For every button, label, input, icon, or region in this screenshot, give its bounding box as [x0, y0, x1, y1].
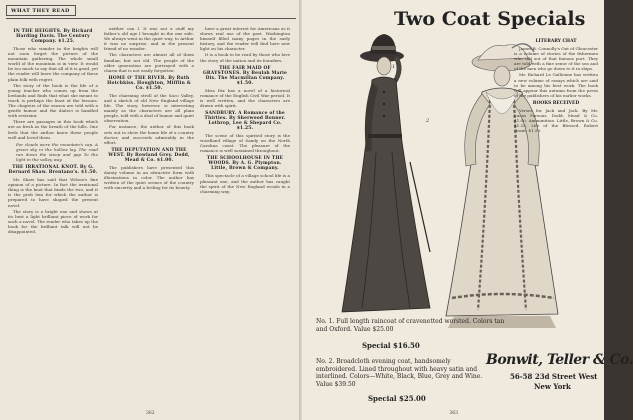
review-heading: IN THE HEIGHTS. By Richard Harding Davis. The Century Company. $1.25. — [13, 29, 93, 44]
page-number-left: 362 — [146, 411, 155, 416]
review-paragraph: Miss Dix has a novel of a historical romance of the English Civil War period. It is well written, and the characters are drawn with spirit. — [200, 87, 290, 108]
figure-1-label: 1 — [392, 64, 396, 70]
review-paragraph: The story is a bright one and shows at its best a light brilliant piece of work for such a novel. The reader who takes up the book for the brilliant talk will not be disappointed. — [8, 208, 98, 234]
review-heading: SANDBURY. A Romance of the Thirties. By Sherwood Bonner. Lothrop, Lee & Shepard Co. $1.25. — [204, 111, 286, 132]
advertisement-title: Two Coat Specials — [394, 8, 586, 30]
literary-chat-column — [514, 36, 598, 286]
store-logo: Bonwit, Teller & Co. — [486, 352, 633, 368]
column-paragraph: Mr. Richard Le Gallienne has written a new volume of essays which are said to be among his best work. The book will appear this autumn from the press of the publishers of his earlier works. — [514, 72, 598, 98]
review-paragraph: have a great interest for Americans as it shows real use of the past. Washington himself filled many pages in the early history, and the reader will find here new light on his character. — [200, 26, 290, 52]
running-head — [6, 5, 296, 19]
left-column-2 — [104, 26, 194, 404]
review-paragraph: The characters are almost all of them familiar, but not old. The people of the older generation are portrayed with a charm that is not easily forgotten. — [104, 52, 194, 73]
review-heading: THE DEPUTATION AND THE WEST. By Rowland Grey. Dodd, Mead & Co. $1.00. — [108, 147, 190, 163]
page-number-right: 363 — [449, 411, 458, 416]
running-head-label: WHAT THEY READ — [6, 5, 76, 16]
review-paragraph: The publishers have presented this dainty volume in an attractive form with illustrations in color. The author has written of the quiet scenes of the country with sincerity and a feeling for its beauty. — [104, 164, 194, 191]
review-paragraph: The story of the book is the life of a young teacher who comes up from the lowlands and finds that what she meant to teach is perhaps the least of the lessons. The chapters of the season are told with a gentle humor and the dialect is handled with restraint. — [8, 82, 98, 119]
column-heading: BOOKS RECEIVED — [532, 100, 580, 106]
column-paragraph: Verses for Jack and Jack. By Mr. Lucas Parsons. Dodd, Mead & Co. $1.00. Ammunition. Little, Brown & Co. $1.25. Life of the Blessed. Robert Grant. $1.50. — [514, 107, 598, 134]
column-paragraph: James B. Connolly's Out of Gloucester is a volume of stories of the fishermen who sail out of that famous port. They are told with a fine sense of the sea and of the men who go down to it in ships. — [514, 46, 598, 72]
left-column-3 — [200, 26, 290, 404]
store-city: New York — [534, 382, 571, 391]
coat-1-caption: No. 1. Full length raincoat of cravenetted worsted. Colors tan and Oxford. Value $25.00 — [316, 318, 505, 333]
review-heading: THE FAIR MAID OF GRAYSTONES. By Beulah Marie Dix. The Macmillan Company. $1.50. — [202, 65, 287, 86]
review-paragraph: neither can I. It was not a stuff my father's old age I brought in the one side. We always went in the quiet way, to Arthur it was no surprise, and in the present friend of no wonder. — [104, 26, 194, 52]
review-heading: THE IRRATIONAL KNOT. By G. Bernard Shaw. Brentano's. $1.50. — [8, 165, 98, 176]
right-page — [302, 0, 633, 420]
review-paragraph: Mr. Shaw has said that Wilson's fine opinion of a picture. In fact the irrational thing is the knot that binds the two, and it is the prob lem for which the author is prepared to have shaped the present novel. — [8, 177, 98, 208]
coat-2-caption: No. 2. Broadcloth evening coat, handsomely embroidered. Lined throughout with heavy satin and interlined. Colors—White, Black, Blue, Grey and Wine. Value $39.50 — [316, 358, 483, 388]
review-paragraph: The scene of this spirited story is the woodland village of Sandy on the North Carolina coast. The pleasure of the romance is well sustained throughout. — [200, 133, 290, 154]
review-paragraph: Those who wander in the heights will not soon forget the picture of the mountain gathering. The whole small world of the mountain is in view. It would be too much to say that all of it is good, yet the reader will leave the company of these plain folk with regret. — [8, 46, 98, 82]
review-paragraph: It is a book to be read by those who love the story of the nation and its founders. — [200, 52, 290, 63]
left-column-1 — [8, 26, 98, 404]
coat-1-price: Special $16.50 — [362, 341, 420, 350]
review-paragraph: For instance, the author of this book sets out to show the home life of a country doctor, and succeeds admirably in the effort. — [104, 124, 194, 145]
review-heading: THE SCHOOLHOUSE IN THE WOODS. By A. G. Plympton. Little, Brown & Company. — [206, 156, 284, 172]
review-paragraph: This spectacle of a village school life is a pleasant one, and the author has caught the spirit of the New England woods in a charming way. — [200, 173, 290, 194]
poem-excerpt: For clouds were the mountain's cap, A green sky in the hollow lay, The road ran down the steep and gap To the light in the valley way. — [16, 141, 98, 162]
review-paragraph: The charming stroll of the Saco Valley, and a sketch of old New England village life. The story, however, is interesting mainly as the characters are all plain people, told with a deal of humor and quiet observation. — [104, 92, 194, 124]
column-heading: LITERARY CHAT — [535, 39, 577, 44]
review-paragraph: There are passages in this book which are as fresh as the breath of the hills. One feels that the author knew these people well and loved them. — [8, 119, 98, 140]
review-heading: HOME O' THE RIVER. By Ruth Hotchkiss. Houghton, Mifflin & Co. $1.50. — [107, 75, 191, 91]
store-address: 56-58 23d Street West — [510, 372, 598, 381]
coat-2-price: Special $25.00 — [368, 394, 426, 403]
left-page — [0, 0, 302, 420]
figure-2-label: 2 — [426, 118, 430, 124]
